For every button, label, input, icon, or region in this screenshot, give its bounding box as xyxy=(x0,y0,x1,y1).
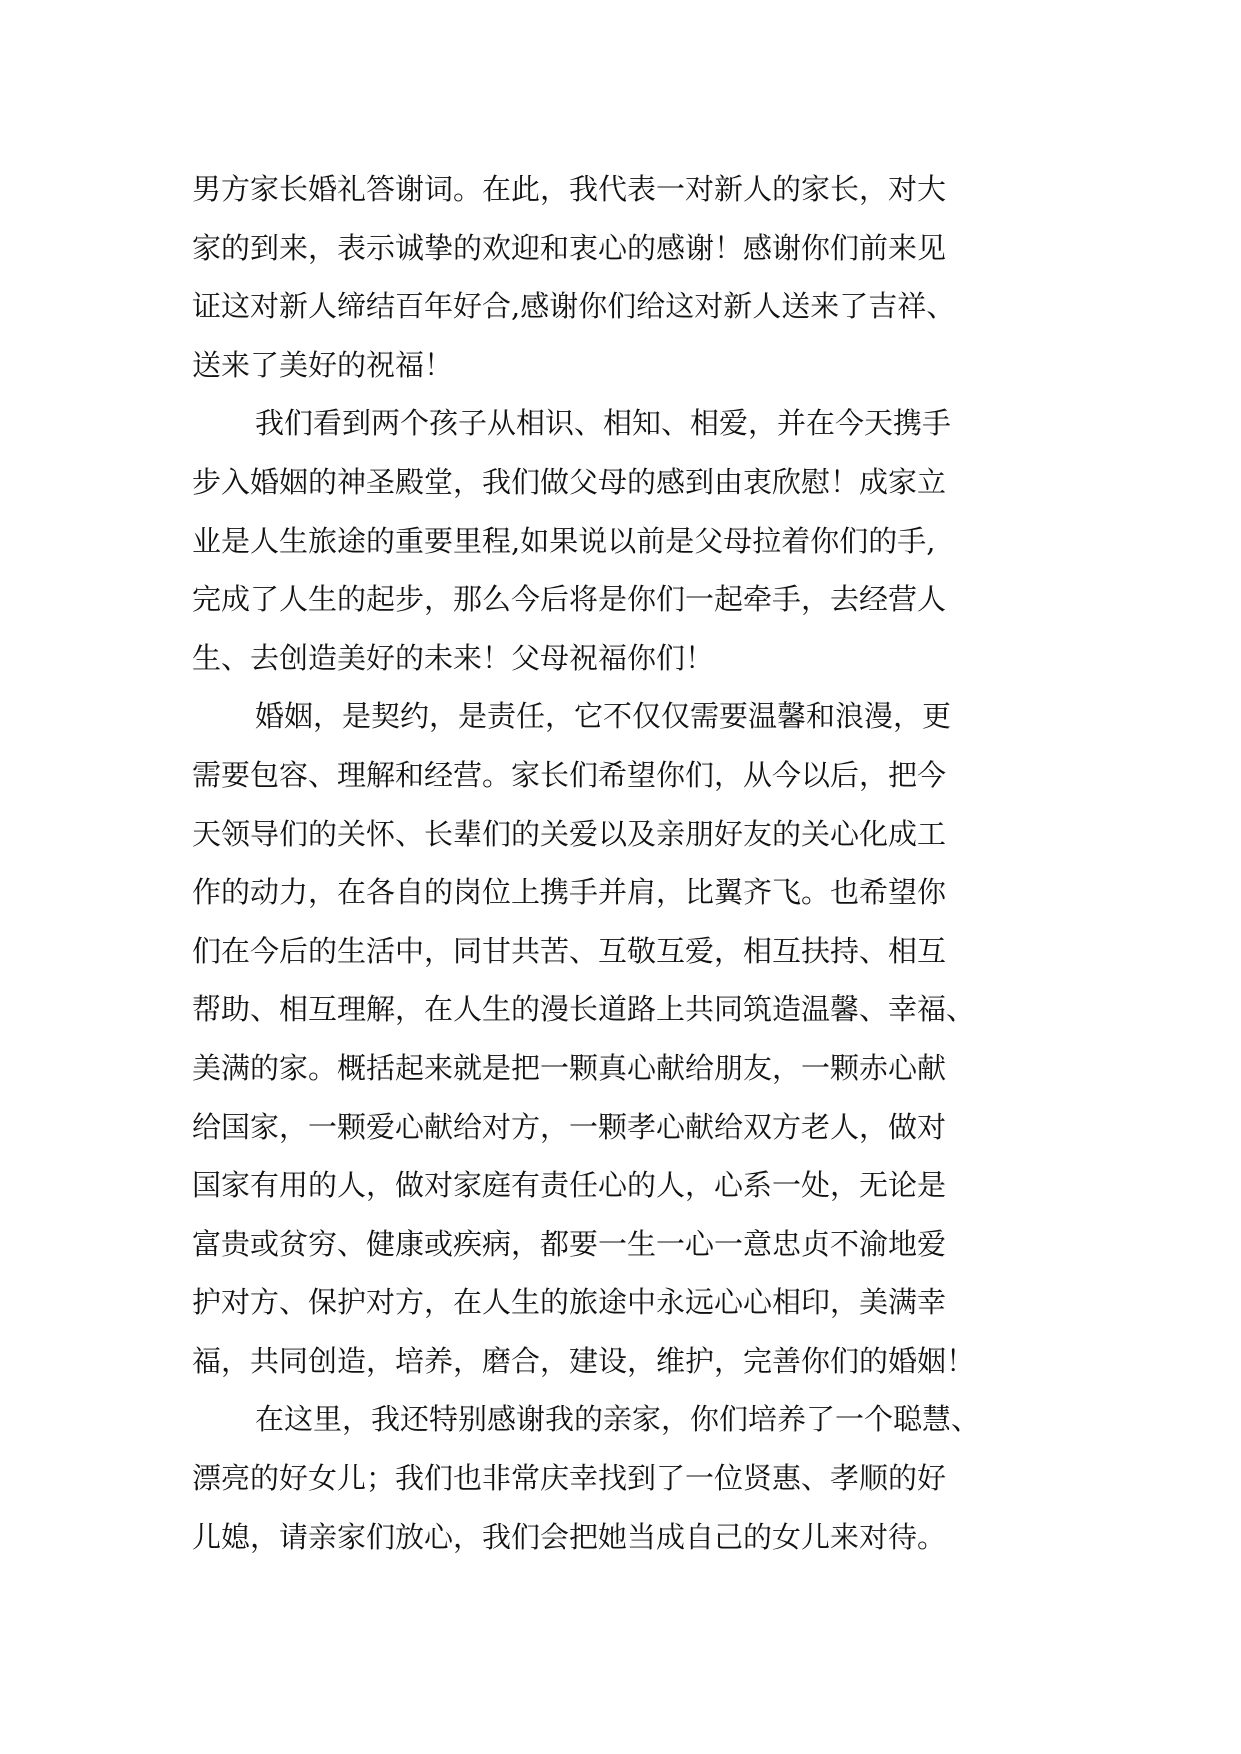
text-line: 福，共同创造，培养，磨合，建设，维护，完善你们的婚姻！ xyxy=(192,1343,976,1378)
text-line: 给国家，一颗爱心献给对方，一颗孝心献给双方老人，做对 xyxy=(192,1109,947,1144)
text-line: 家的到来，表示诚挚的欢迎和衷心的感谢！感谢你们前来见 xyxy=(192,230,947,265)
text-line: 证这对新人缔结百年好合,感谢你们给这对新人送来了吉祥、 xyxy=(192,289,956,324)
text-line: 步入婚姻的神圣殿堂，我们做父母的感到由衷欣慰！成家立 xyxy=(192,464,947,499)
text-line: 儿媳，请亲家们放心，我们会把她当成自己的女儿来对待。 xyxy=(192,1519,947,1554)
text-line: 国家有用的人，做对家庭有责任心的人，心系一处，无论是 xyxy=(192,1168,947,1203)
text-line: 富贵或贫穷、健康或疾病，都要一生一心一意忠贞不渝地爱 xyxy=(192,1226,947,1261)
text-line: 作的动力，在各自的岗位上携手并肩，比翼齐飞。也希望你 xyxy=(192,875,947,910)
text-line: 生、去创造美好的未来！父母祝福你们！ xyxy=(192,640,715,675)
text-line: 美满的家。概括起来就是把一颗真心献给朋友，一颗赤心献 xyxy=(192,1050,947,1085)
text-line: 需要包容、理解和经营。家长们希望你们，从今以后，把今 xyxy=(192,757,947,792)
text-line: 护对方、保护对方，在人生的旅途中永远心心相印，美满幸 xyxy=(192,1285,947,1320)
text-line: 漂亮的好女儿；我们也非常庆幸找到了一位贤惠、孝顺的好 xyxy=(192,1461,947,1496)
text-line: 我们看到两个孩子从相识、相知、相爱，并在今天携手 xyxy=(255,406,952,441)
text-line: 帮助、相互理解，在人生的漫长道路上共同筑造温馨、幸福、 xyxy=(192,992,976,1027)
text-line: 们在今后的生活中，同甘共苦、互敬互爱，相互扶持、相互 xyxy=(192,933,947,968)
text-line: 男方家长婚礼答谢词。在此，我代表一对新人的家长，对大 xyxy=(192,172,947,206)
document-body xyxy=(192,160,1092,1566)
text-line: 业是人生旅途的重要里程,如果说以前是父母拉着你们的手, xyxy=(192,523,936,558)
text-line: 天领导们的关怀、长辈们的关爱以及亲朋好友的关心化成工 xyxy=(192,816,947,851)
text-line: 在这里，我还特别感谢我的亲家，你们培养了一个聪慧、 xyxy=(255,1402,981,1437)
text-line: 送来了美好的祝福！ xyxy=(192,347,454,382)
text-line: 婚姻，是契约，是责任，它不仅仅需要温馨和浪漫，更 xyxy=(255,699,952,734)
text-line: 完成了人生的起步，那么今后将是你们一起牵手，去经营人 xyxy=(192,582,947,617)
